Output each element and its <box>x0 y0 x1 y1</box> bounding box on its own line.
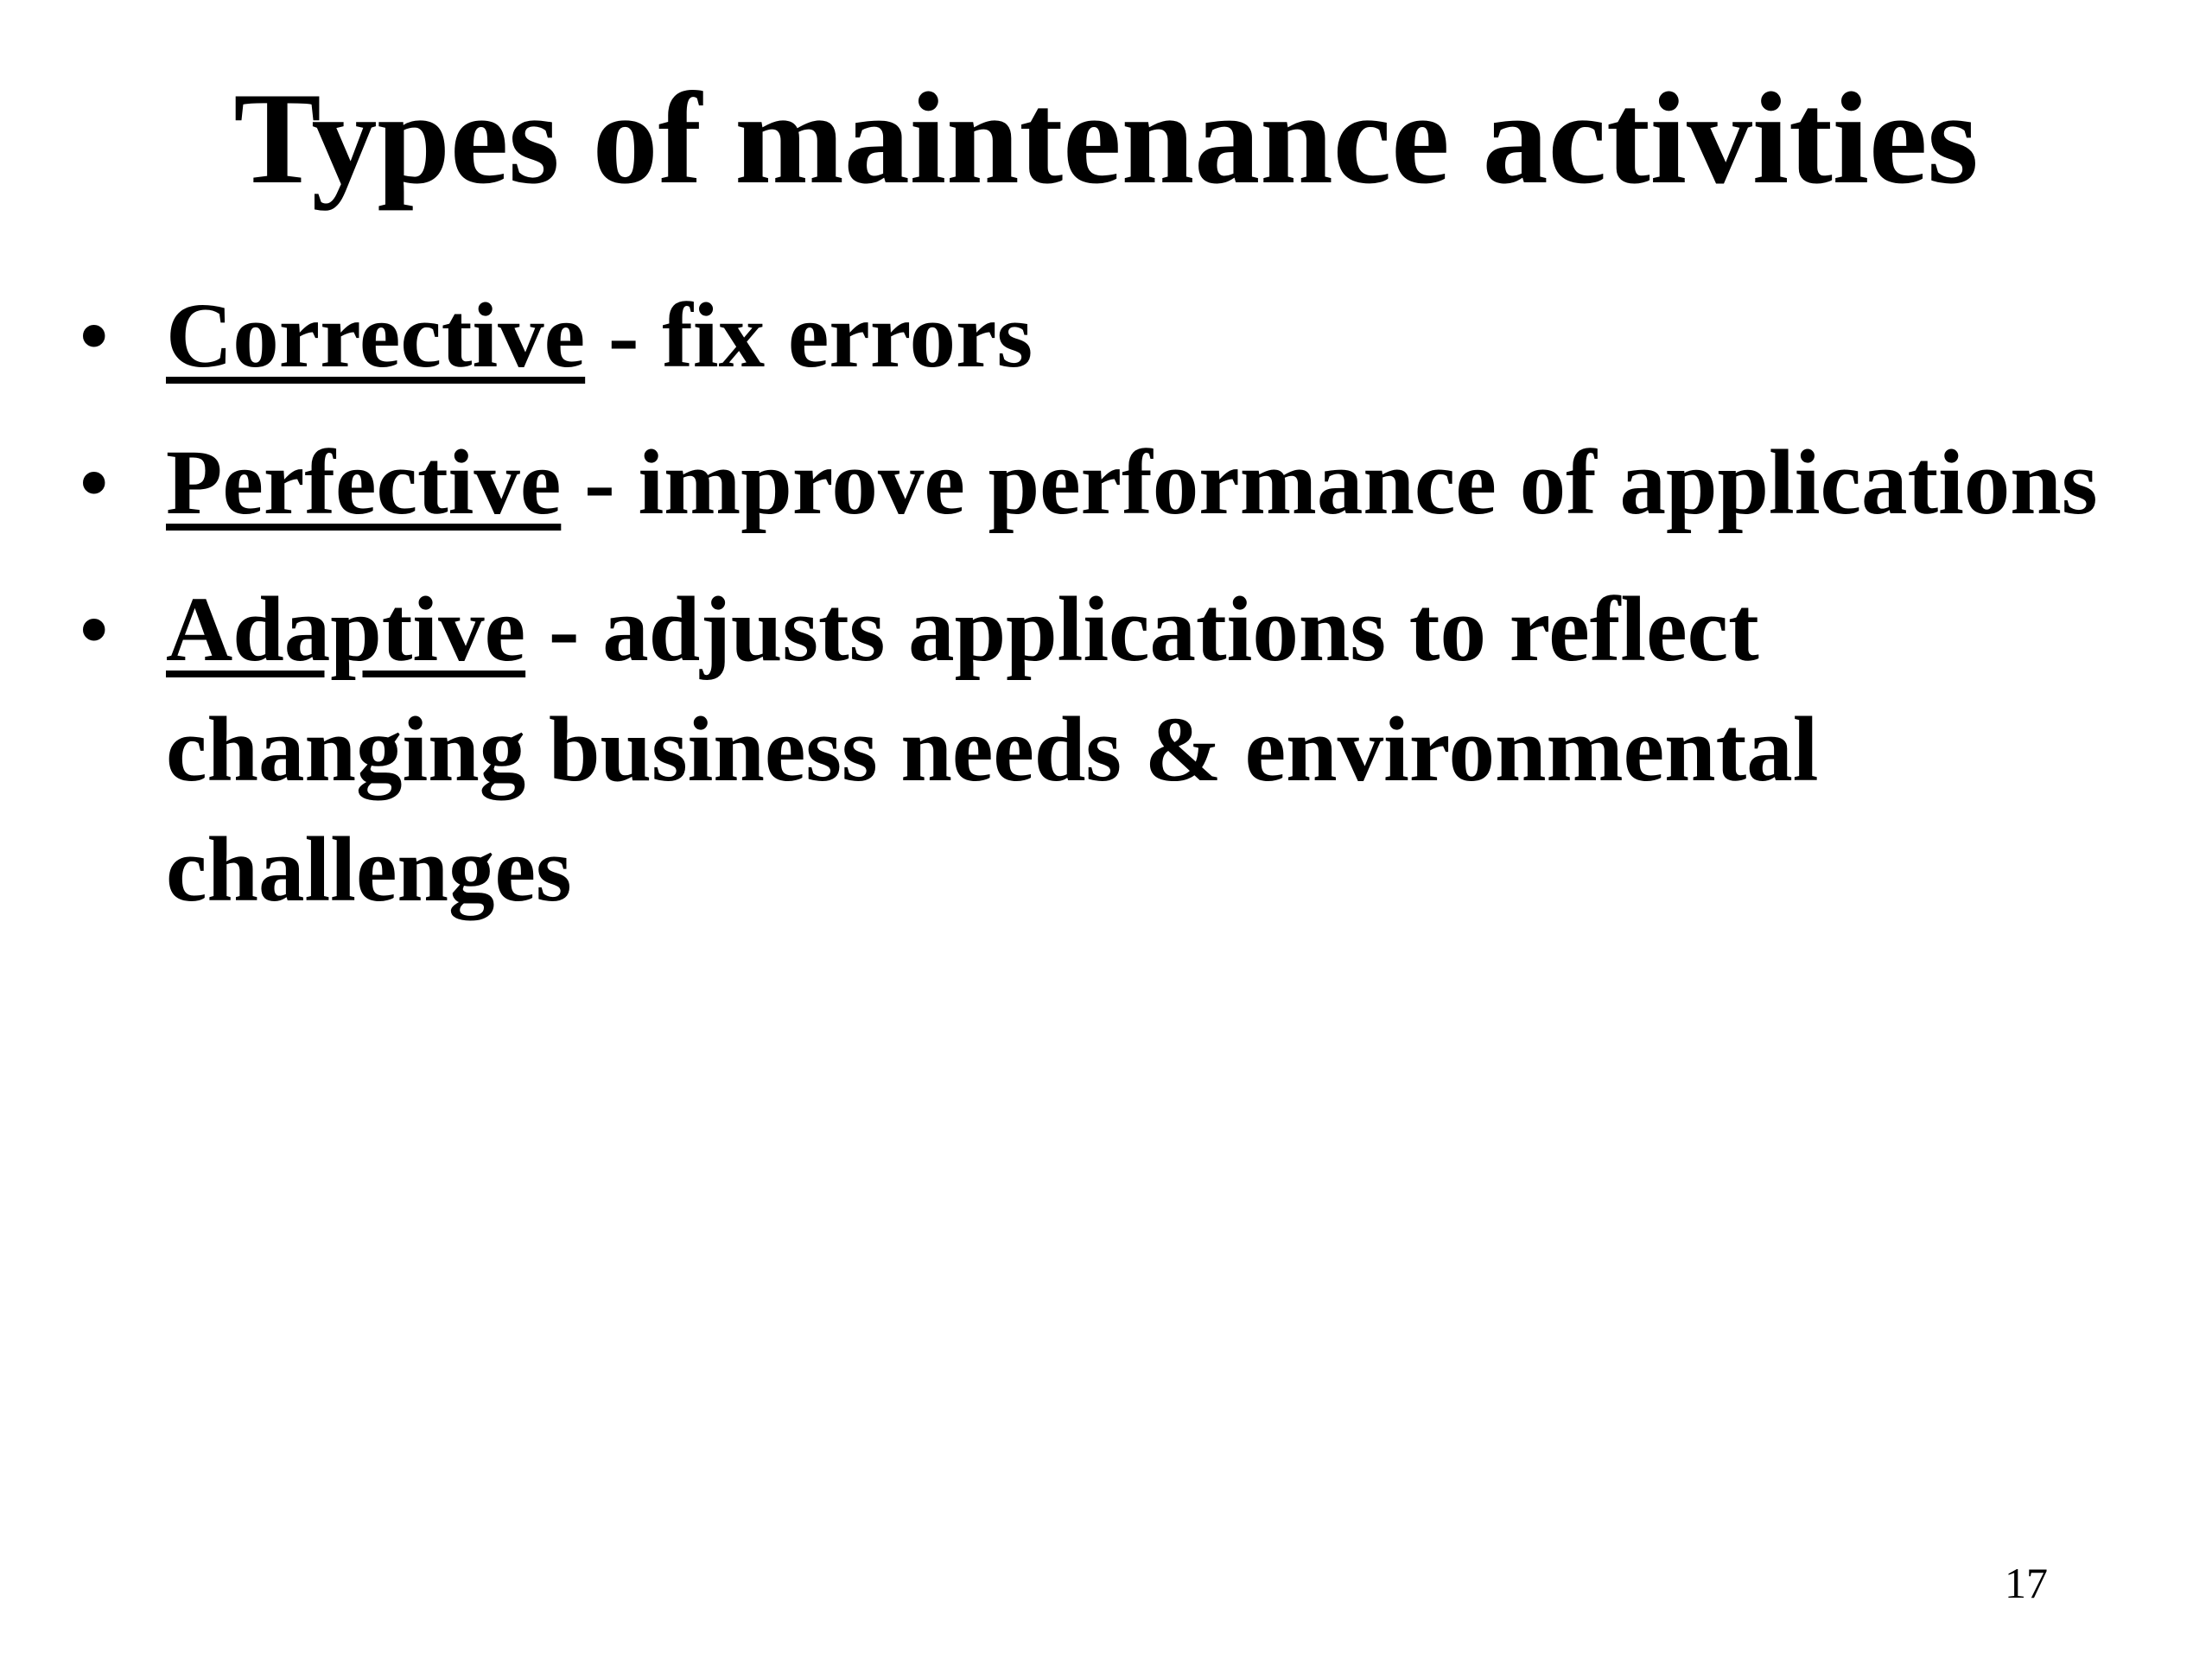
bullet-dot: • <box>78 285 111 387</box>
bullet-term: Perfective <box>166 432 562 534</box>
bullet-item-adaptive <box>78 570 2100 931</box>
bullet-item-perfective <box>78 423 2100 543</box>
bullet-term: Adaptive <box>166 579 526 681</box>
bullet-description: - adjusts applications to reflect changing business needs & environmental challenges <box>166 579 1819 921</box>
bullet-description: - fix errors <box>585 285 1033 387</box>
bullet-dot: • <box>78 579 111 681</box>
bullet-list <box>78 276 2100 957</box>
bullet-description: - improve performance of applications <box>561 432 2098 534</box>
page-number: 17 <box>2005 1559 2048 1607</box>
bullet-term: Corrective <box>166 285 586 387</box>
bullet-item-corrective <box>78 276 2100 397</box>
slide-title: Types of maintenance activities <box>233 66 1979 211</box>
bullet-dot: • <box>78 432 111 534</box>
